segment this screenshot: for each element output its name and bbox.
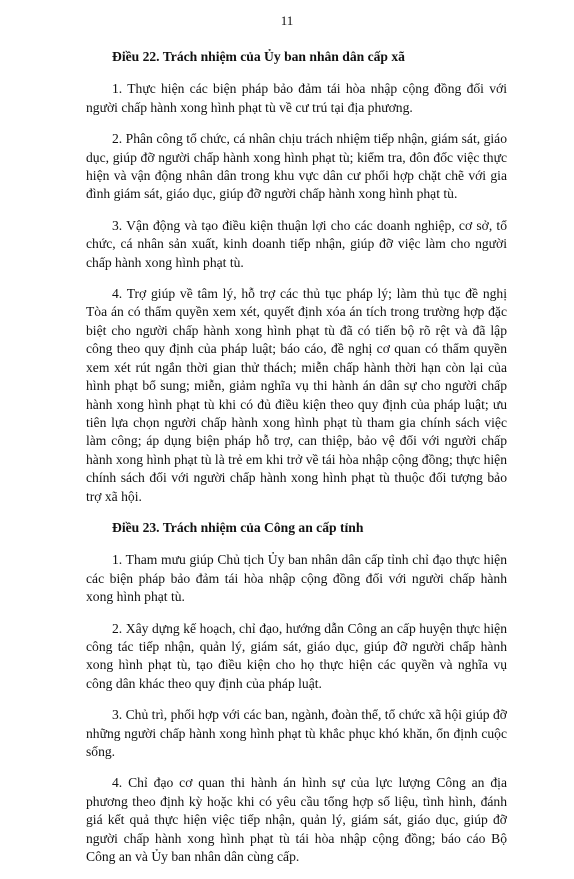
page-number: 11 xyxy=(280,13,294,28)
article-paragraph: 1. Tham mưu giúp Chủ tịch Ủy ban nhân dân cấp tỉnh chỉ đạo thực hiện các biện pháp bảo đảm tái hòa nhập cộng đồng đối với người chấp hành xong hình phạt tù. xyxy=(86,552,507,605)
article-paragraph: 3. Chủ trì, phối hợp với các ban, ngành, đoàn thể, tổ chức xã hội giúp đỡ những người chấp hành xong hình phạt tù khắc phục khó khăn, ổn định cuộc sống. xyxy=(86,707,507,759)
article-title: Điều 23. Trách nhiệm của Công an cấp tỉnh xyxy=(112,519,364,535)
article-paragraph: 4. Trợ giúp về tâm lý, hỗ trợ các thủ tục pháp lý; làm thủ tục đề nghị Tòa án có thẩm quyền xem xét, quyết định xóa án tích trong trường hợp đặc biệt cho người chấp hành xong hình phạt tù đã có tiến bộ rõ rệt và đã lập công theo quy định của pháp luật; báo cáo, đề nghị cơ quan có thẩm quyền xem xét rút ngắn thời gian thử thách; miễn chấp hành thời hạn còn lại của hình phạt bổ sung; miễn, giảm nghĩa vụ thi hành án dân sự cho người chấp hành xong hình phạt tù khi có đủ điều kiện theo quy định của pháp luật; ưu tiên lựa chọn người chấp hành xong hình phạt tù tham gia chính sách việc làm công; áp dụng biện pháp hỗ trợ, can thiệp, bảo vệ đối với người chấp hành xong hình phạt tù là trẻ em khi trở về tái hòa nhập cộng đồng; thực hiện chính sách đối với người chấp hành xong hình phạt tù thuộc đối tượng bảo trợ xã hội. xyxy=(86,286,507,504)
article-paragraph: 1. Thực hiện các biện pháp bảo đảm tái hòa nhập cộng đồng đối với người chấp hành xong hình phạt tù về cư trú tại địa phương. xyxy=(86,81,507,115)
document-body xyxy=(86,48,507,879)
article-paragraph: 3. Vận động và tạo điều kiện thuận lợi cho các doanh nghiệp, cơ sở, tổ chức, cá nhân sản xuất, kinh doanh tiếp nhận, giúp đỡ việc làm cho người chấp hành xong hình phạt tù. xyxy=(86,217,507,270)
article-23 xyxy=(86,519,507,867)
article-paragraph: 2. Phân công tổ chức, cá nhân chịu trách nhiệm tiếp nhận, giám sát, giáo dục, giúp đỡ người chấp hành xong hình phạt tù; kiểm tra, đôn đốc việc thực hiện và vận động nhân dân trong khu vực dân cư phối hợp chặt chẽ với gia đình giám sát, giáo dục, giúp đỡ người chấp hành xong hình phạt tù. xyxy=(86,131,507,202)
article-paragraph: 4. Chỉ đạo cơ quan thi hành án hình sự của lực lượng Công an địa phương theo định kỳ hoặc khi có yêu cầu tổng hợp số liệu, tình hình, đánh giá kết quả thực hiện việc tiếp nhận, quản lý, giám sát, giáo dục, giúp đỡ người chấp hành xong hình phạt tù tái hòa nhập cộng đồng; báo cáo Bộ Công an và Ủy ban nhân dân cùng cấp. xyxy=(86,775,507,865)
article-22 xyxy=(86,48,507,506)
article-title: Điều 22. Trách nhiệm của Ủy ban nhân dân cấp xã xyxy=(112,49,405,64)
article-paragraph: 2. Xây dựng kế hoạch, chỉ đạo, hướng dẫn Công an cấp huyện thực hiện công tác tiếp nhận, quản lý, giám sát, giáo dục, giúp đỡ người chấp hành xong hình phạt tù, tạo điều kiện cho họ thực hiện các quyền và nghĩa vụ công dân khác theo quy định của pháp luật. xyxy=(86,620,507,691)
